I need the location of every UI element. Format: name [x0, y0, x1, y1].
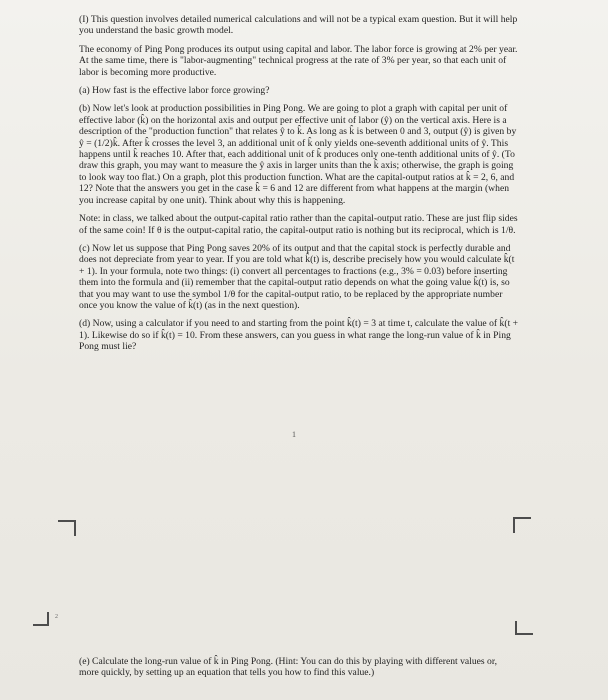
- next-page-text: [79, 656, 519, 679]
- page-number: 1: [292, 430, 296, 439]
- question-text: [79, 14, 519, 360]
- page-number-2: 2: [55, 614, 58, 620]
- part-c-paragraph: (c) Now let us suppose that Ping Pong saves 20% of its output and that the capital stock is perfectly durable and does not depreciate from year to year. If you are told what k̂(t) is, describe precisely how you would calculate k̂(t + 1). In your formula, note two things: (i) convert all percentages to fractions (e.g., 3% = 0.03) before inserting them into the formula and (ii) remember that the capital-output ratio depends on what the going value k̂(t) is, so that you may want to use the symbol 1/θ for the capital-output ratio, to be replaced by the appropriate number once you know the value of k̂(t) (as in the next question).: [79, 242, 515, 311]
- part-b-paragraph: (b) Now let's look at production possibilities in Ping Pong. We are going to plot a graph with capital per unit of effective labor (k̂) on the horizontal axis and output per effective unit of labor (ŷ) on the vertical axis. Here is a description of the "production function" that relates ŷ to k̂. As long as k̂ is between 0 and 3, output (ŷ) is given by ŷ = (1/2)k̂. After k̂ crosses the level 3, an additional unit of k̂ only yields one-seventh additional units of ŷ. This happens until k̂ reaches 10. After that, each additional unit of k̂ produces only one-tenth additional units of ŷ. (To draw this graph, you may want to measure the ŷ axis in larger units than the k̂ axis; otherwise, the graph is going to look way too flat.) On a graph, plot this production function. What are the capital-output ratios at k̂ = 2, 6, and 12? Note that the answers you get in the case k̂ = 6 and 12 are different from what happens at the margin (when you increase capital by one unit). Think about why this is happening.: [79, 103, 517, 206]
- part-d-paragraph: (d) Now, using a calculator if you need to and starting from the point k̂(t) = 3 at time t, calculate the value of k̂(t + 1). Likewise do so if k̂(t) = 10. From these answers, can you guess in what range the long-run value of k̂ in Ping Pong must lie?: [79, 318, 519, 353]
- crop-mark-top-right: [513, 517, 531, 533]
- crop-mark-bottom-right: [515, 621, 533, 635]
- economy-paragraph: The economy of Ping Pong produces its output using capital and labor. The labor force is growing at 2% per year. At the same time, there is "labor-augmenting" technical progress at the rate of 3% per year, so that each unit of labor is becoming more productive.: [79, 43, 518, 78]
- note-paragraph: Note: in class, we talked about the output-capital ratio rather than the capital-output ratio. These are just flip sides of the same coin! If θ is the output-capital ratio, the capital-output ratio is nothing but its reciprocal, which is 1/θ.: [79, 213, 518, 236]
- part-e-paragraph: (e) Calculate the long-run value of k̂ in Ping Pong. (Hint: You can do this by playing with different values or, more quickly, by setting up an equation that tells you how to find this value.): [79, 656, 498, 679]
- part-a-paragraph: (a) How fast is the effective labor force growing?: [79, 85, 270, 97]
- crop-mark-bottom-left: [33, 612, 49, 626]
- crop-mark-top-left: [58, 520, 76, 536]
- intro-paragraph: (I) This question involves detailed numerical calculations and will not be a typical exam question. But it will help you understand the basic growth model.: [79, 14, 518, 37]
